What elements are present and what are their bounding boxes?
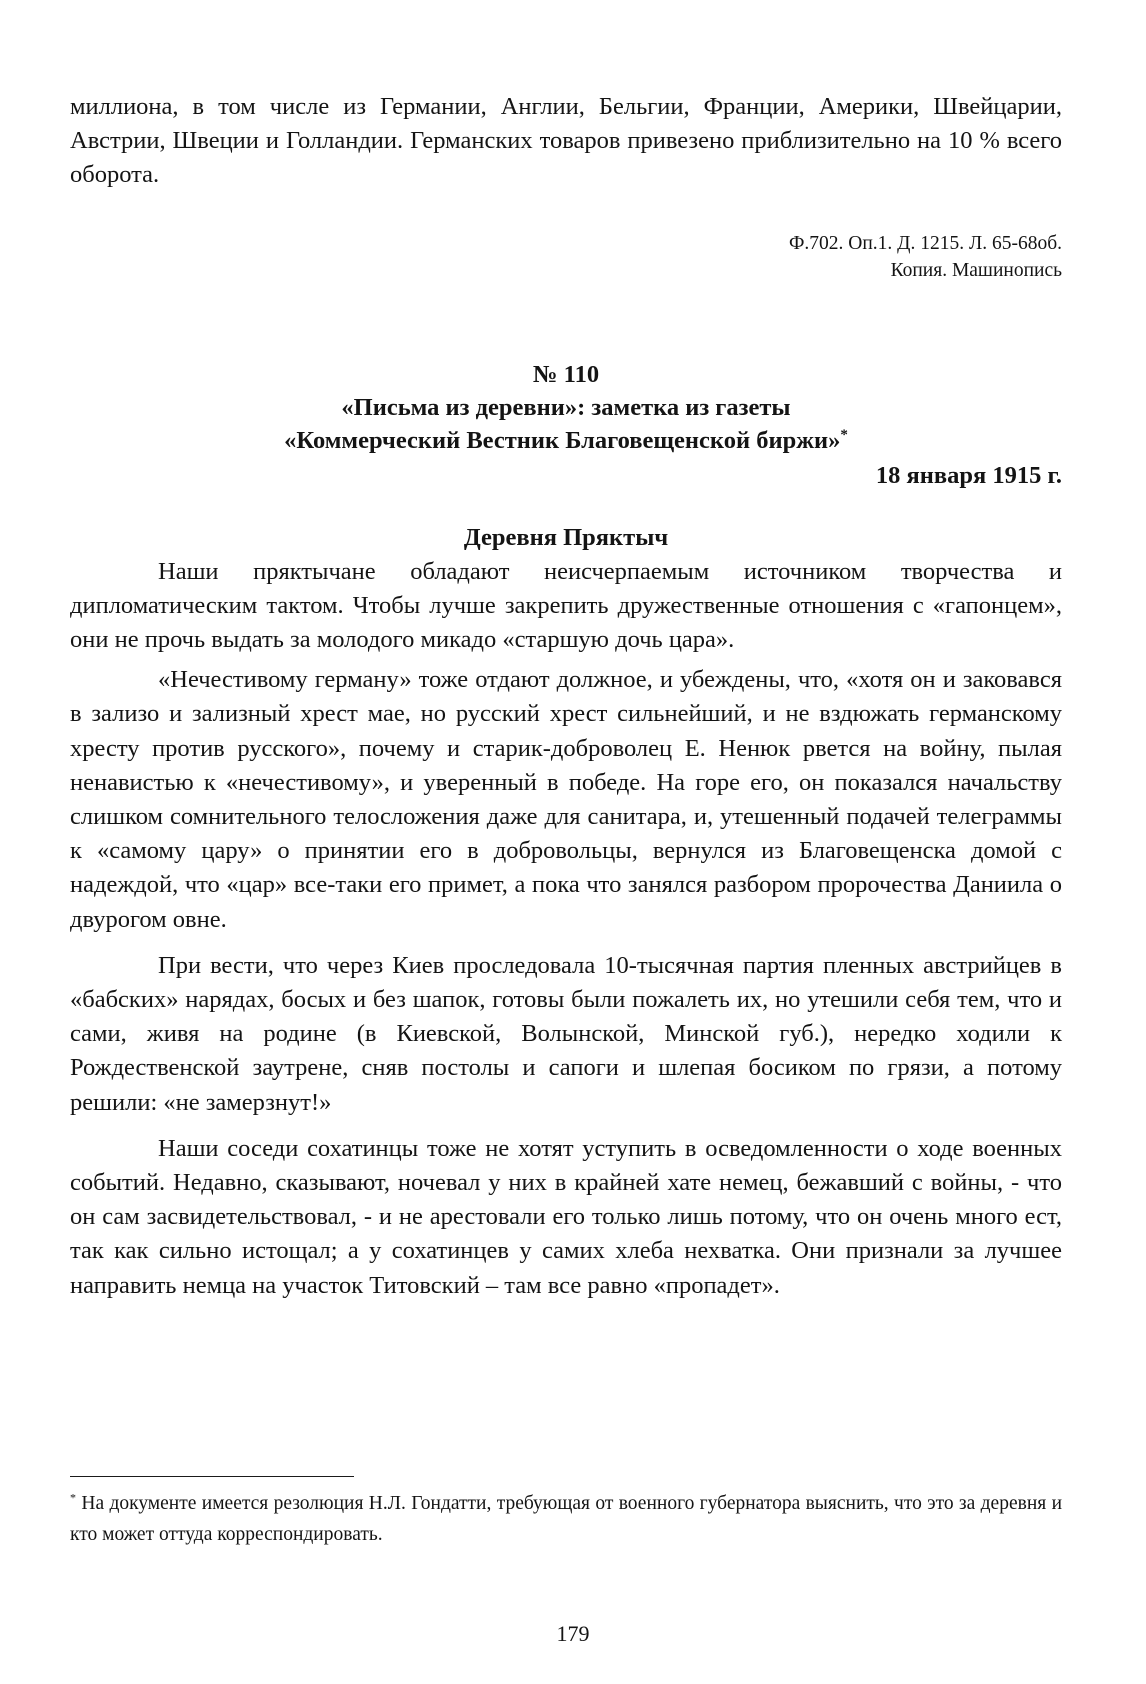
archive-note: Копия. Машинопись: [890, 259, 1062, 281]
document-number: № 110: [532, 360, 600, 388]
archive-reference: [70, 230, 1062, 284]
footnote-marker: *: [70, 1490, 76, 1505]
footnote: [70, 1488, 1062, 1550]
paragraph-2: «Нечестивому герману» тоже отдают должное, и убеждены, что, «хотя он и заковався в зализо и зализный хрест мае, но русский хрест сильнейший, и не вздюжать германскому хресту против русского», почему и старик-доброволец Е. Ненюк рвется на войну, пылая ненавистью к «нечестивому», и уверенный в победе. На горе его, он показался начальству слишком сомнительного телосложения даже для санитара, и, утешенный подачей телеграммы к «самому цару» о принятии его в добровольцы, вернулся из Благовещенска домой с надеждой, что «цар» все-таки его примет, а пока что занялся разбором пророчества Даниила о двурогом овне.: [70, 666, 1062, 933]
document-date: 18 января 1915 г.: [875, 461, 1062, 489]
document-title-text: «Коммерческий Вестник Благовещенской биржи»: [284, 426, 841, 454]
paragraph-1: Наши пряктычане обладают неисчерпаемым источником творчества и дипломатическим тактом. Чтобы лучше закрепить дружественные отношения с «гапонцем», они не прочь выдать за молодого микадо «старшую дочь цара».: [70, 557, 1062, 654]
document-title-line-2: [70, 424, 1062, 457]
footnote-divider: [70, 1476, 354, 1477]
paragraph-4: Наши соседи сохатинцы тоже не хотят уступить в осведомленности о ходе военных событий. Недавно, сказывают, ночевал у них в крайней хате немец, бежавший с войны, - что он сам засвидетельствовал, - и не арестовали его только лишь потому, что он очень много ест, так как сильно истощал; а у сохатинцев у самих хлеба нехватка. Они признали за лучшее направить немца на участок Титовский – там все равно «пропадет».: [70, 1134, 1062, 1299]
document-header: [70, 358, 1062, 457]
archive-citation: Ф.702. Оп.1. Д. 1215. Л. 65-68об.: [789, 232, 1062, 254]
intro-paragraph: миллиона, в том числе из Германии, Англии, Бельгии, Франции, Америки, Швейцарии, Австрии, Швеции и Голландии. Германских товаров привезено приблизительно на 10 % всего оборота.: [70, 93, 1062, 189]
paragraph-3: При вести, что через Киев проследовала 10-тысячная партия пленных австрийцев в «бабских» нарядах, босых и без шапок, готовы были пожалеть их, но утешили себя тем, что и сами, живя на родине (в Киевской, Волынской, Минской губ.), нередко ходили к Рождественской заутрене, сняв постолы и сапоги и шлепая босиком по грязи, а потому решили: «не замерзнут!»: [70, 951, 1062, 1116]
footnote-text: На документе имеется резолюция Н.Л. Гондатти, требующая от военного губернатора выяснить, что это за деревня и кто может оттуда корреспондировать.: [70, 1493, 1063, 1545]
text-column: [70, 90, 1062, 1303]
page-number: 179: [556, 1621, 590, 1646]
section-heading: Деревня Пряктыч: [463, 523, 669, 551]
footnote-reference-mark: *: [840, 426, 848, 443]
document-title-line-1: «Письма из деревни»: заметка из газеты: [341, 393, 791, 421]
